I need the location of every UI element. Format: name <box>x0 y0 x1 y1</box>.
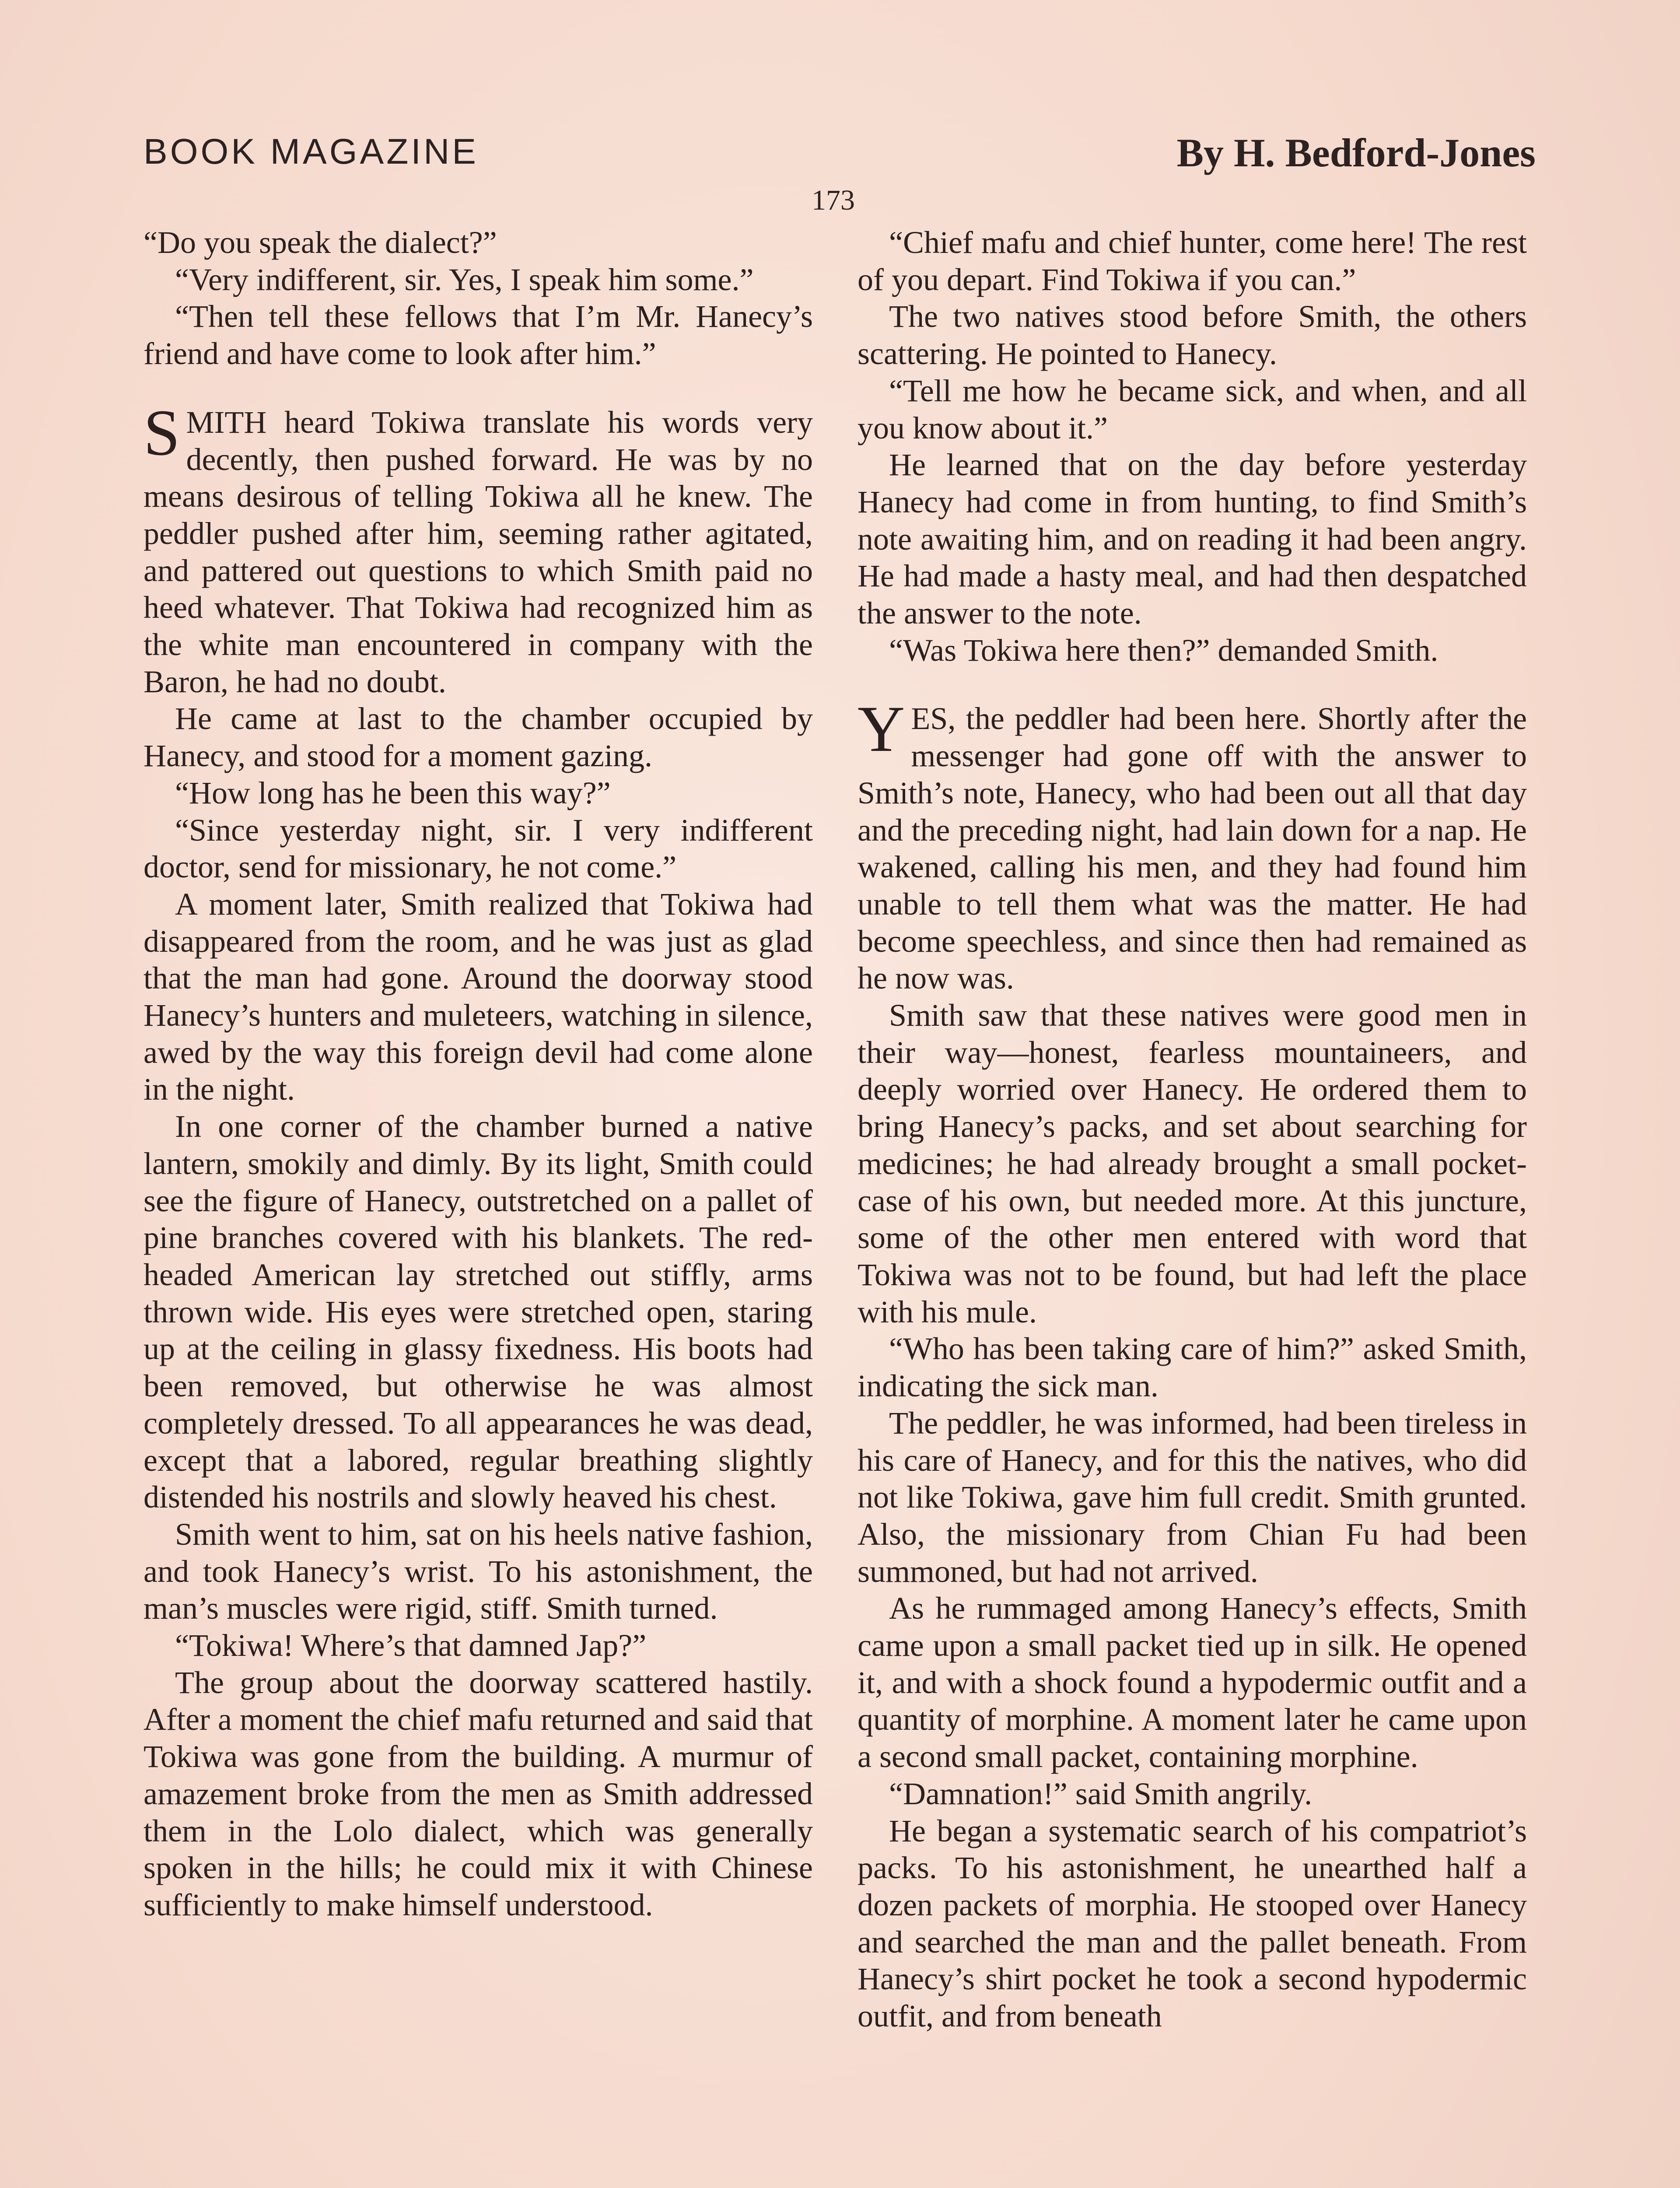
section-opening-paragraph <box>858 693 1527 997</box>
left-column <box>144 224 813 1924</box>
drop-cap: S <box>144 396 180 469</box>
paragraph: In one corner of the chamber burned a native lantern, smokily and dimly. By its light, Smith could see the figure of Hanecy, outstretched on a pallet of pine branches covered with his blankets. The red-headed American lay stretched out stiffly, arms thrown wide. His eyes were stretched open, staring up at the ceiling in glassy fixedness. His boots had been removed, but otherwise he was almost completely dressed. To all appearances he was dead, except that a labored, regular breathing slightly distended his nostrils and slowly heaved his chest. <box>144 1109 813 1515</box>
paragraph: A moment later, Smith realized that Tokiwa had disappeared from the room, and he was just as glad that the man had gone. Around the doorway stood Hanecy’s hunters and muleteers, watching in silence, awed by the way this foreign devil had come alone in the night. <box>144 886 813 1107</box>
small-caps-lead: MITH <box>186 404 267 440</box>
author-byline: By H. Bedford-Jones <box>1176 130 1536 175</box>
paragraph: He began a systematic search of his compatriot’s packs. To his astonishment, he unearthed half a dozen packets of morphia. He stooped over Hanecy and searched the man and the pallet beneath. From Hanecy’s shirt pocket he took a second hypodermic outfit, and from beneath <box>858 1813 1527 2034</box>
right-column <box>858 224 1527 2035</box>
paragraph: The group about the doorway scattered hastily. After a moment the chief mafu returned and said that Tokiwa was gone from the building. A murmur of amazement broke from the men as Smith addressed them in the Lolo dialect, which was generally spoken in the hills; he could mix it with Chinese sufficiently to make himself understood. <box>144 1665 813 1922</box>
magazine-title: BOOK MAGAZINE <box>144 132 479 172</box>
drop-cap: Y <box>858 693 905 766</box>
paragraph: The two natives stood before Smith, the others scattering. He pointed to Hanecy. <box>858 299 1527 372</box>
paragraph: “How long has he been this way?” <box>175 775 611 810</box>
paragraph: “Then tell these fellows that I’m Mr. Hanecy’s friend and have come to look after him.” <box>144 299 813 372</box>
paragraph: Smith went to him, sat on his heels native fashion, and took Hanecy’s wrist. To his astonishment, the man’s muscles were rigid, stiff. Smith turned. <box>144 1516 813 1626</box>
paragraph: Smith saw that these natives were good men in their way—honest, fearless mountaineers, and deeply worried over Hanecy. He ordered them to bring Hanecy’s packs, and set about searching for medicines; he had already brought a small pocket-case of his own, but needed more. At this juncture, some of the other men entered with word that Tokiwa was not to be found, but had left the place with his mule. <box>858 998 1527 1329</box>
paragraph: “Very indifferent, sir. Yes, I speak him some.” <box>175 262 754 297</box>
paragraph: “Chief mafu and chief hunter, come here! The rest of you depart. Find Tokiwa if you can.” <box>858 225 1527 297</box>
paragraph: He learned that on the day before yesterday Hanecy had come in from hunting, to find Smith’s note awaiting him, and on reading it had been angry. He had made a hasty meal, and had then despatched the answer to the note. <box>858 447 1527 631</box>
paragraph: “Tell me how he became sick, and when, and all you know about it.” <box>858 373 1527 445</box>
paragraph: “Who has been taking care of him?” asked Smith, indicating the sick man. <box>858 1331 1527 1404</box>
paragraph: He came at last to the chamber occupied by Hanecy, and stood for a moment gazing. <box>144 701 813 774</box>
paragraph: “Since yesterday night, sir. I very indifferent doctor, send for missionary, he not come.” <box>144 812 813 885</box>
paragraph: “Was Tokiwa here then?” demanded Smith. <box>889 632 1438 668</box>
paragraph: “Tokiwa! Where’s that damned Jap?” <box>175 1628 647 1663</box>
paragraph-text: heard Tokiwa translate his words very decently, then pushed forward. He was by no means desirous of telling Tokiwa all he knew. The peddler pushed after him, seeming rather agitated, and pattered out questions to which Smith paid no heed whatever. That Tokiwa had recognized him as the white man encountered in company with the Baron, he had no doubt. <box>144 404 813 699</box>
page-number: 173 <box>812 184 855 216</box>
paragraph: The peddler, he was informed, had been tireless in his care of Hanecy, and for this the natives, who did not like Tokiwa, gave him full credit. Smith grunted. Also, the missionary from Chian Fu had been summoned, but had not arrived. <box>858 1405 1527 1589</box>
small-caps-lead: ES, <box>911 701 956 736</box>
section-opening-paragraph <box>144 396 813 701</box>
paragraph: “Damnation!” said Smith angrily. <box>889 1776 1312 1811</box>
paragraph: “Do you speak the dialect?” <box>144 225 497 260</box>
paragraph-text: the peddler had been here. Shortly after the messenger had gone off with the answer to Smith’s note, Hanecy, who had been out all that day and the preceding night, had lain down for a nap. He wakened, calling his men, and they had found him unable to tell them what was the matter. He had become speechless, and since then had remained as he now was. <box>858 701 1527 996</box>
paragraph: As he rummaged among Hanecy’s effects, Smith came upon a small packet tied up in silk. He opened it, and with a shock found a hypodermic outfit and a quantity of morphine. A moment later he came upon a second small packet, containing morphine. <box>858 1591 1527 1774</box>
